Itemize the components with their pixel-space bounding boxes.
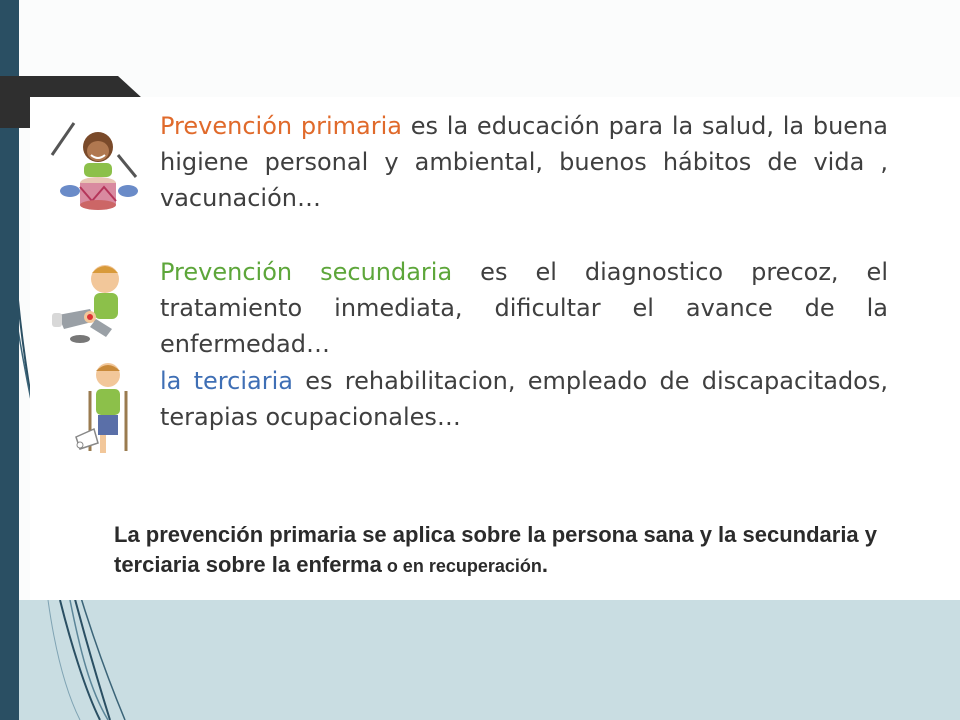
content-picture	[30, 97, 960, 600]
secondary-prevention-term: Prevención secundaria	[160, 258, 453, 286]
child-drummer-illustration	[48, 115, 148, 210]
primary-prevention-term: Prevención primaria	[160, 112, 402, 140]
summary-period: .	[541, 552, 548, 577]
secondary-prevention-description: es el diagnostico precoz, el tratamiento inmediata, dificultar el avance de la enfermedad…	[160, 258, 888, 358]
tertiary-prevention-description: es rehabilitacion, empleado de discapacitados, terapias ocupacionales…	[160, 367, 888, 431]
injured-child-illustration	[50, 257, 140, 347]
secondary-prevention-text	[160, 254, 888, 362]
tertiary-prevention-text	[160, 363, 888, 435]
primary-prevention-text	[160, 108, 888, 216]
summary-text	[114, 520, 894, 581]
child-crutches-illustration	[68, 359, 148, 459]
primary-prevention-description: es la educación para la salud, la buena higiene personal y ambiental, buenos hábitos de vida , vacunación…	[160, 112, 888, 212]
tertiary-prevention-term: la terciaria	[160, 367, 293, 395]
summary-main: La prevención primaria se aplica sobre la persona sana y la secundaria y terciaria sobre la enferma	[114, 522, 878, 577]
summary-tail: o en recuperación	[381, 556, 542, 576]
